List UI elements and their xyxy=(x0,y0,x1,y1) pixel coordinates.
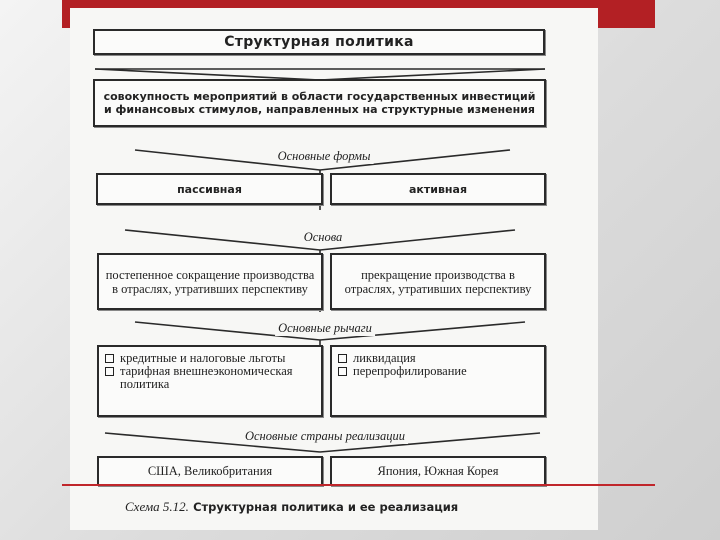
basis-right-text: прекращение производства в отраслях, утративших перспективу xyxy=(344,267,532,296)
section-label-forms: Основные формы xyxy=(275,149,374,164)
lever-right-1: ликвидация xyxy=(353,351,416,365)
section-label-countries: Основные страны реализации xyxy=(242,429,408,444)
form-passive-box xyxy=(96,173,323,205)
diagram-title: Структурная политика xyxy=(224,34,414,50)
form-passive-text: пассивная xyxy=(177,182,242,196)
countries-left-text: США, Великобритания xyxy=(147,464,273,478)
caption-prefix: Схема 5.12. xyxy=(125,499,189,514)
definition-text: совокупность мероприятий в области государственных инвестиций и финансовых стимулов, направленных на структурные изменения xyxy=(103,90,536,116)
connector-line xyxy=(125,230,320,250)
title-box xyxy=(93,29,545,55)
form-active-text: активная xyxy=(408,182,468,196)
basis-left-box xyxy=(97,253,323,310)
checkbox-icon xyxy=(105,354,114,363)
countries-right-box xyxy=(330,456,546,486)
list-item xyxy=(105,365,315,391)
section-label-basis: Основа xyxy=(301,230,346,245)
lever-right-2: перепрофилирование xyxy=(353,364,467,378)
lever-left-2: тарифная внешнеэкономическая политика xyxy=(120,364,293,391)
levers-left-box xyxy=(97,345,323,417)
caption-text: Структурная политика и ее реализация xyxy=(193,500,459,514)
connector-line xyxy=(320,230,515,250)
basis-right-box xyxy=(330,253,546,310)
checkbox-icon xyxy=(338,354,347,363)
countries-left-box xyxy=(97,456,323,486)
definition-box xyxy=(93,79,546,127)
countries-right-text: Япония, Южная Корея xyxy=(377,464,499,478)
form-active-box xyxy=(330,173,546,205)
section-label-levers: Основные рычаги xyxy=(275,321,375,336)
checkbox-icon xyxy=(105,367,114,376)
figure-caption xyxy=(125,499,458,515)
levers-right-box xyxy=(330,345,546,417)
accent-line xyxy=(62,484,655,486)
checkbox-icon xyxy=(338,367,347,376)
list-item xyxy=(338,365,538,378)
lever-left-1: кредитные и налоговые льготы xyxy=(120,351,286,365)
basis-left-text: постепенное сокращение производства в отраслях, утративших перспективу xyxy=(105,267,315,296)
